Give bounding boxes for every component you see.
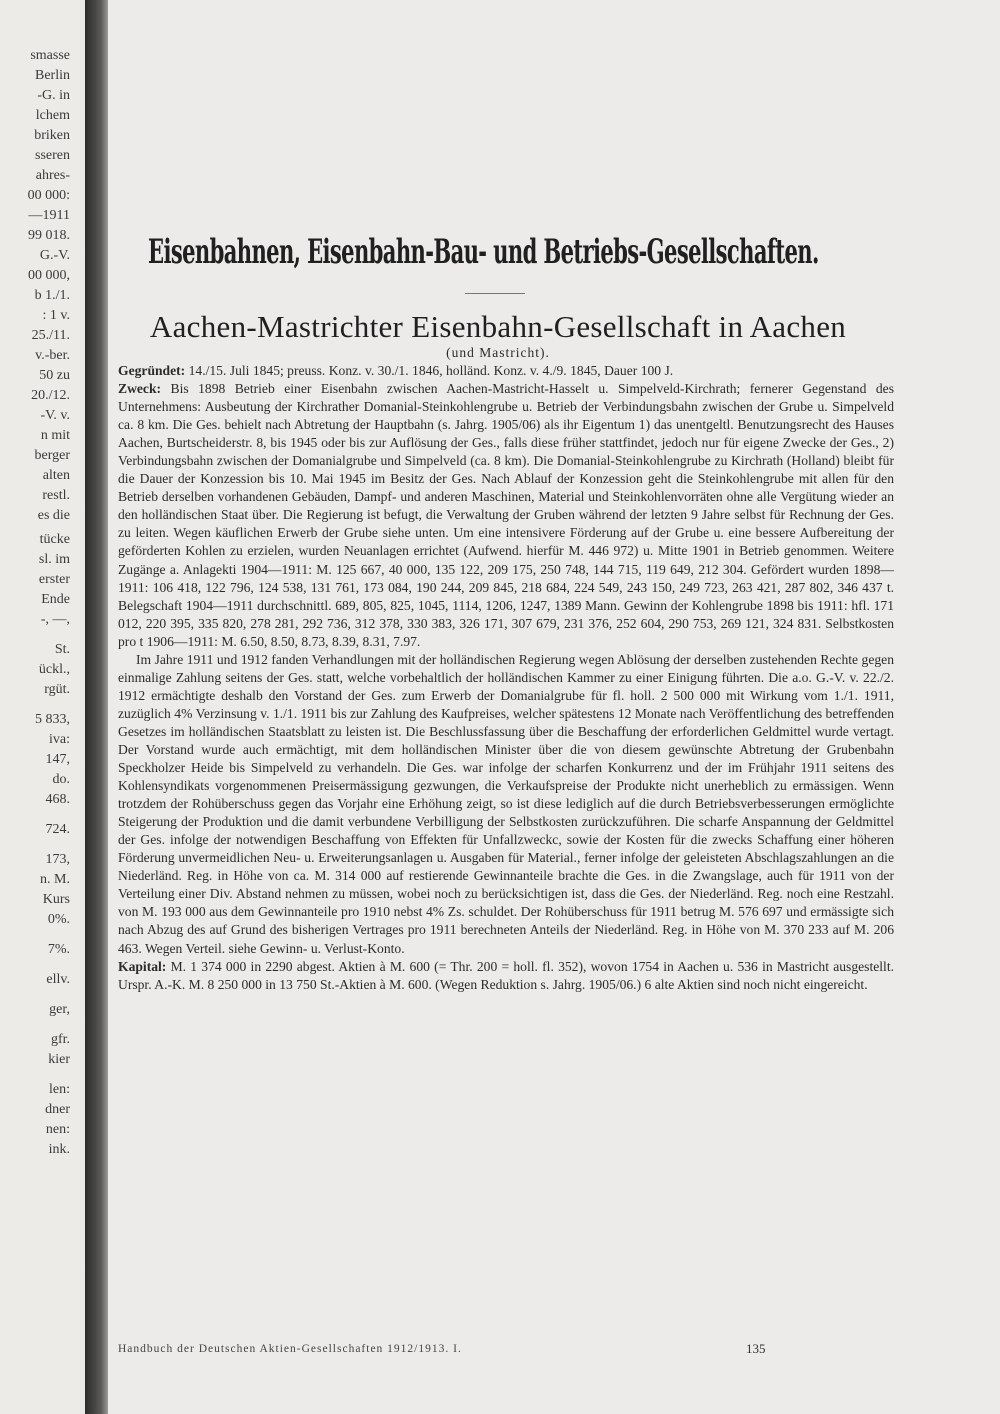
left-margin-line: ückl., [38, 662, 70, 677]
left-margin-line: 00 000: [27, 188, 70, 203]
left-margin-line: ger, [49, 1002, 70, 1017]
company-title: Aachen-Mastrichter Eisenbahn-Gesellschaft in Aachen [149, 309, 847, 344]
left-margin-line: 468. [45, 792, 70, 807]
page-number: 135 [746, 1341, 766, 1356]
left-margin-line: 724. [45, 822, 70, 837]
left-margin-line: 99 018. [28, 228, 70, 243]
paragraph-lead: Kapital: [118, 958, 167, 974]
paragraph-text: M. 1 374 000 in 2290 abgest. Aktien à M. 600 (= Thr. 200 = holl. fl. 352), wovon 1754 in Aachen u. 536 in Mastricht ausgestellt. Urspr. A.-K. M. 8 250 000 in 13 750 St.-Aktien à M. 600. (Wegen Reduktion s. Jahrg. 1905/06.) 6 alte Aktien sind noch nicht eingereicht. [118, 958, 894, 992]
left-margin-line: -G. in [37, 88, 70, 103]
left-margin-line: kier [48, 1052, 70, 1067]
paragraph-kapital [118, 958, 894, 994]
left-margin-line: G.-V. [39, 248, 70, 263]
article-body [118, 362, 894, 994]
paragraph-text: Bis 1898 Betrieb einer Eisenbahn zwischen Aachen-Mastricht-Hasselt u. Simpelveld-Kirchrath; fernerer Gegenstand des Unternehmens: Ausbeutung der Kirchrather Domanial-Steinkohlengrube u. Betrieb der Verbindungsbahn zwischen der Grube u. Simpelveld ca. 8 km. Die Ges. behielt nach Abtretung der Hauptbahn (s. Jahrg. 1905/06) als ihr Eigentum 1) das unentgeltl. Benutzungsrecht des Hauses Aachen, Burtscheiderstr. 8, bis 1945 oder bis zur Auflösung der Ges., falls diese früher stattfindet, jedoch nur für eigene Zwecke der Ges., 2) Verbindungsbahn zwischen der Domanialgrube und Simpelveld (ca. 8 km). Die Domanial-Steinkohlengrube zu Kirchrath (Holland) bleibt für die Dauer der Konzession bis 10. Mai 1945 im Besitz der Ges. Nach Ablauf der Konzession geht die Steinkohlengrube mit allen für den Betrieb derselben vorhandenen Gebäuden, Dampf- und anderen Maschinen, Material und Steinkohlenvorräten ohne alle Vergütung wieder an den holländischen Staat über. Die Regierung ist befugt, die Verwaltung der Gruben während der letzten 9 Jahre selbst für Rechnung der Ges. zu leiten. Wegen käuflichen Erwerb der Grube siehe unten. Um eine intensivere Förderung auf der Grube u. eine bessere Aufbereitung der geförderten Kohlen zu erzielen, wurden Neuanlagen errichtet (Aufwend. hierfür M. 446 972) u. Mitte 1901 in Betrieb genommen. Weitere Zugänge a. Anlagekti 1904—1911: M. 125 667, 40 000, 135 122, 209 175, 250 748, 144 715, 119 649, 212 304. Gefördert wurden 1898—1911: 106 418, 122 796, 124 538, 131 761, 173 084, 190 244, 209 845, 218 684, 224 549, 243 150, 249 723, 263 421, 287 802, 346 437 t. Belegschaft 1904—1911 durchschnittl. 689, 805, 825, 1045, 1114, 1206, 1247, 1389 Mann. Gewinn der Kohlengrube 1898 bis 1911: hfl. 171 012, 220 395, 335 820, 278 281, 292 736, 312 378, 330 383, 326 171, 307 679, 231 376, 252 604, 290 753, 269 121, 324 831. Selbstkosten pro t 1906—1911: M. 6.50, 8.50, 8.73, 8.39, 8.31, 7.97. [118, 381, 894, 649]
left-margin-line: v.-ber. [35, 348, 70, 363]
left-margin-line: ellv. [46, 972, 70, 987]
left-page-fragment [0, 0, 80, 1414]
left-margin-line: 00 000, [28, 268, 70, 283]
paragraph-lead: Gegründet: [118, 363, 186, 378]
left-margin-line: nen: [45, 1122, 70, 1137]
left-margin-line: dner [45, 1102, 70, 1117]
left-margin-line: gfr. [50, 1032, 70, 1047]
paragraph-verhandlungen [118, 651, 894, 958]
left-margin-line: sl. im [38, 552, 70, 567]
left-margin-line: St. [54, 642, 70, 657]
left-margin-line: do. [52, 772, 70, 787]
left-margin-line: 173, [45, 852, 70, 867]
left-margin-line: Berlin [35, 68, 70, 83]
left-margin-line: : 1 v. [42, 308, 70, 323]
left-margin-line: n. M. [40, 872, 70, 887]
paragraph-zweck [118, 380, 894, 651]
left-margin-line: n mit [40, 428, 70, 443]
left-margin-line: 7%. [47, 942, 70, 957]
left-margin-line: rgüt. [44, 682, 70, 697]
left-margin-line: ink. [48, 1142, 70, 1157]
left-margin-line: erster [38, 572, 70, 587]
left-margin-line: alten [42, 468, 70, 483]
left-margin-line: 0%. [47, 912, 70, 927]
left-margin-line: berger [34, 448, 70, 463]
left-margin-line: -, —, [40, 612, 70, 627]
left-margin-line: 20./12. [31, 388, 70, 403]
paragraph-text: 14./15. Juli 1845; preuss. Konz. v. 30./1. 1846, holländ. Konz. v. 4./9. 1845, Dauer 100 J. [185, 363, 674, 378]
left-margin-line: 50 zu [39, 368, 70, 383]
left-margin-line: tücke [39, 532, 70, 547]
paragraph-text: Im Jahre 1911 und 1912 fanden Verhandlungen mit der holländischen Regierung wegen Ablösung der derselben zustehenden Rechte gegen einmalige Zahlung seitens der Ges. statt, welche vorbehaltlich der holländischen Kammer zu einer Einigung führten. Die a.o. G.-V. v. 22./2. 1912 ermächtigte deshalb den Vorstand der Ges. zum Erwerb der Domanialgrube für fl. holl. 2 500 000 mit Wirkung vom 1./1. 1911, zuzüglich 4% Verzinsung v. 1./1. 1911 bis zur Zahlung des Kaufpreises, welcher spätestens 12 Monate nach Veröffentlichung des betreffenden Gesetzes im holländischen Staatsblatt zu leisten ist. Die Beschlussfassung über die Beschaffung der erforderlichen Geldmittel wurde vertagt. Der Vorstand wurde auch ermächtigt, mit dem holländischen Minister über die von diesem gewünschte Abtretung der Grubenbahn Speckholzer Heide bis Simpelveld zu verhandeln. Die Ges. war infolge der scharfen Konkurrenz und der im Frühjahr 1911 seitens des Kohlensyndikats vorgenommenen Preisermässigung gezwungen, die Verkaufspreise der Produkte nicht unerheblich zu ermässigen. Wenn trotzdem der Rohüberschuss gegen das Vorjahr eine Erhöhung zeigt, so ist diese lediglich auf die durch Betriebsverbesserungen ermöglichte Steigerung der Produktion und die damit verbundene Verbilligung der Selbstkosten zurückzuführen. Die scharfe Anspannung der Geldmittel der Ges. infolge der notwendigen Beschaffung von Effekten für Unfallzweckc, sowie der Kosten für die zwecks Schaffung einer höheren Förderung unvermeidlichen Neu- u. Erweiterungsanlagen u. Ausgaben für Material., ferner infolge der geleisteten Abschlagszahlungen an die Niederländ. Reg. in Höhe von ca. M. 314 000 auf restierende Gewinnanteile brachte die Ges. in die Zwangslage, auch für 1911 von der Verteilung einer Div. Abstand nehmen zu müssen, wobei noch zu berücksichtigen ist, dass die Ges. der Niederländ. Reg. noch eine Restzahl. von M. 193 000 aus dem Gewinnanteile pro 1910 nebst 4% Zs. schuldet. Der Rohüberschuss für 1911 betrug M. 576 697 und ermässigte sich nach Abzug des auf Grund des bisherigen Vertrages pro 1911 berechneten Anteils der Niederländ. Reg. in Höhe von M. 370 233 auf M. 206 463. Wegen Verteil. siehe Gewinn- u. Verlust-Konto. [118, 651, 894, 956]
left-margin-line: 25./11. [31, 328, 70, 343]
left-margin-line: 5 833, [35, 712, 70, 727]
title-divider [465, 293, 525, 294]
paragraph-gegruendet [118, 362, 894, 380]
left-margin-line: sseren [35, 148, 70, 163]
left-margin-line: —1911 [28, 208, 70, 223]
left-margin-line: es die [37, 508, 70, 523]
left-margin-line: briken [34, 128, 70, 143]
section-title: Eisenbahnen, Eisenbahn-Bau- und Betriebs-Gesellschaften. [148, 232, 819, 272]
paragraph-lead: Zweck: [118, 381, 162, 397]
left-margin-line: iva: [49, 732, 70, 747]
book-spine-shadow [85, 0, 108, 1414]
company-subtitle: (und Mastricht). [446, 345, 550, 360]
left-margin-line: restl. [42, 488, 70, 503]
left-margin-line: Kurs [42, 892, 70, 907]
left-margin-line: ahres- [35, 168, 70, 183]
left-margin-line: smasse [30, 48, 70, 63]
left-margin-line: 147, [45, 752, 70, 767]
left-margin-line: lchem [35, 108, 70, 123]
left-margin-line: Ende [41, 592, 70, 607]
running-footer: Handbuch der Deutschen Aktien-Gesellschaften 1912/1913. I. [118, 1343, 462, 1355]
left-margin-line: -V. v. [40, 408, 70, 423]
left-margin-line: len: [49, 1082, 70, 1097]
left-margin-line: b 1./1. [34, 288, 70, 303]
